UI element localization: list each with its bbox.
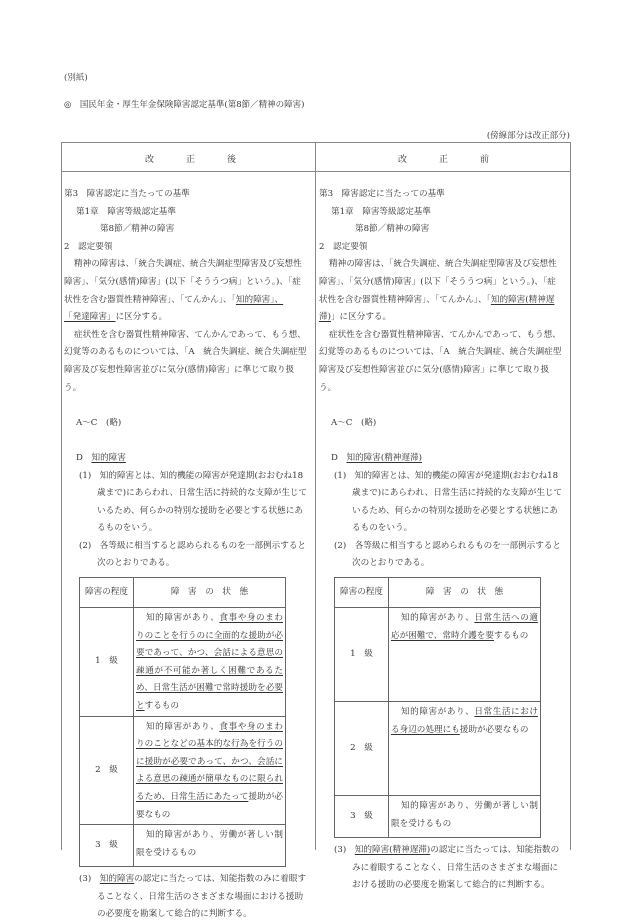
abbreviated-items: A～C (略) (76, 417, 122, 428)
column-header-before: 改正前 (398, 155, 522, 165)
attachment-label: (別紙) (64, 73, 88, 83)
paragraph-1: 精神の障害は、「統合失調症、統合失調症型障害及び妄想性障害」、「気分(感情)障害」(以下「そううつ病」という。)、「症状性を含む器質性精神障害」、「てんかん」、「知的障害」、 「発達障害」に区分する。 (64, 259, 302, 323)
header-divider (61, 171, 571, 172)
item-2: (2) 各等級に相当すると認められるものを一部例示すると次のとおりである。 (79, 540, 307, 569)
grade-col-header: 障害の程度 (80, 578, 134, 608)
revised-text: 知的障害 (91, 452, 126, 463)
item-3: (3) 知的障害(精神遅滞)の認定に当たっては、知能指数のみに着眼することなく、日常生活のさまざまな場面における援助の必要度を勘案して総合的に判断する。 (334, 845, 560, 891)
revised-text: 知的障害 (99, 874, 135, 885)
subsection-heading: 第8節／精神の障害 (100, 224, 175, 235)
state-cell: 知的障害があり、日常生活への適応が困難で、常時介護を要するもの (389, 608, 541, 702)
column-header-after: 改正後 (145, 155, 269, 165)
document-title: ◎ 国民年金・厚生年金保険障害認定基準(第8節／精神の障害) (64, 100, 305, 110)
grade-col-header: 障害の程度 (335, 578, 389, 608)
column-after (64, 186, 309, 924)
underline-note: (傍線部分は改正部分) (486, 131, 570, 141)
grade-cell: 1 級 (80, 608, 134, 717)
revised-text: 知的障害」、 (235, 294, 284, 305)
state-col-header: 障 害 の 状 態 (389, 578, 541, 608)
revised-text: 「発達障害」 (64, 312, 116, 323)
paragraph-2: 症状性を含む器質性精神障害、てんかんであって、もう想、幻覚等のあるものについては、「A 統合失調症、統合失調症型障害及び妄想性障害並びに気分(感情)障害」に準じて取り扱う。 (64, 329, 307, 393)
revised-text: 知的障害(精神遅滞) (346, 452, 422, 463)
revised-text: 知的障害(精神遅滞) (354, 845, 431, 856)
state-cell: 知的障害があり、食事や身のまわりのことなどの基本的な行為を行うのに援助が必要であって、かつ、会話による意思の疎通が簡単なものに限られるため、日常生活にあたって援助が必要なもの (134, 716, 286, 825)
item-1: (1) 知的障害とは、知的機能の障害が発達期(おおむね18歳まで)にあらわれ、日常生活に持続的な支障が生じているため、何らかの特別な援助を必要とする状態にあるものをいう。 (334, 470, 563, 534)
column-before (319, 186, 564, 895)
chapter-heading: 第1章 障害等級認定基準 (331, 206, 431, 217)
subsection-heading: 第8節／精神の障害 (355, 224, 430, 235)
item-2: (2) 各等級に相当すると認められるものを一部例示すると次のとおりである。 (334, 540, 562, 569)
grade-cell: 1 級 (335, 608, 389, 702)
chapter-heading: 第1章 障害等級認定基準 (76, 206, 176, 217)
grade-table (79, 577, 286, 867)
item-1: (1) 知的障害とは、知的機能の障害が発達期(おおむね18歳まで)にあらわれ、日常生活に持続的な支障が生じているため、何らかの特別な援助を必要とする状態にあるものをいう。 (79, 470, 308, 534)
section-d-heading: D 知的障害 (76, 452, 126, 463)
abbreviated-items: A～C (略) (331, 417, 377, 428)
state-col-header: 障 害 の 状 態 (134, 578, 286, 608)
section-d-heading: D 知的障害(精神遅滞) (331, 452, 422, 463)
section-heading: 第3 障害認定に当たっての基準 (64, 189, 190, 199)
grade-cell: 2 級 (80, 716, 134, 825)
revised-text: 知的障害(精神遅滞) (319, 294, 555, 323)
column-divider (315, 142, 316, 850)
section-heading: 第3 障害認定に当たっての基準 (319, 189, 445, 199)
paragraph-1: 精神の障害は、「統合失調症、統合失調症型障害及び妄想性障害」、「気分(感情)障害」(以下「そううつ病」という。)、「症状性を含む器質性精神障害」、「てんかん」、「知的障害(精神遅滞)」に区分する。 (319, 259, 557, 323)
paragraph-2: 症状性を含む器質性精神障害、てんかんであって、もう想、幻覚等のあるものについては、「A 統合失調症、統合失調症型障害及び妄想性障害並びに気分(感情)障害」に準じて取り扱う。 (319, 329, 562, 393)
grade-table (334, 577, 541, 838)
heading-2: 2 認定要領 (64, 241, 113, 252)
state-cell: 知的障害があり、食事や身のまわりのことを行うのに全面的な援助が必要であって、かつ、会話による意思の疎通が不可能か著しく困難であるため、日常生活が困難で常時援助を必要とするもの (134, 608, 286, 717)
grade-cell: 3 級 (335, 796, 389, 838)
heading-2: 2 認定要領 (319, 241, 368, 252)
grade-cell: 3 級 (80, 825, 134, 867)
item-3: (3) 知的障害の認定に当たっては、知能指数のみに着眼することなく、日常生活のさまざまな場面における援助の必要度を勘案して総合的に判断する。 (79, 874, 307, 920)
grade-cell: 2 級 (335, 702, 389, 796)
state-cell: 知的障害があり、労働が著しい制限を受けるもの (389, 796, 541, 838)
state-cell: 知的障害があり、労働が著しい制限を受けるもの (134, 825, 286, 867)
state-cell: 知的障害があり、日常生活における身辺の処理にも援助が必要なもの (389, 702, 541, 796)
